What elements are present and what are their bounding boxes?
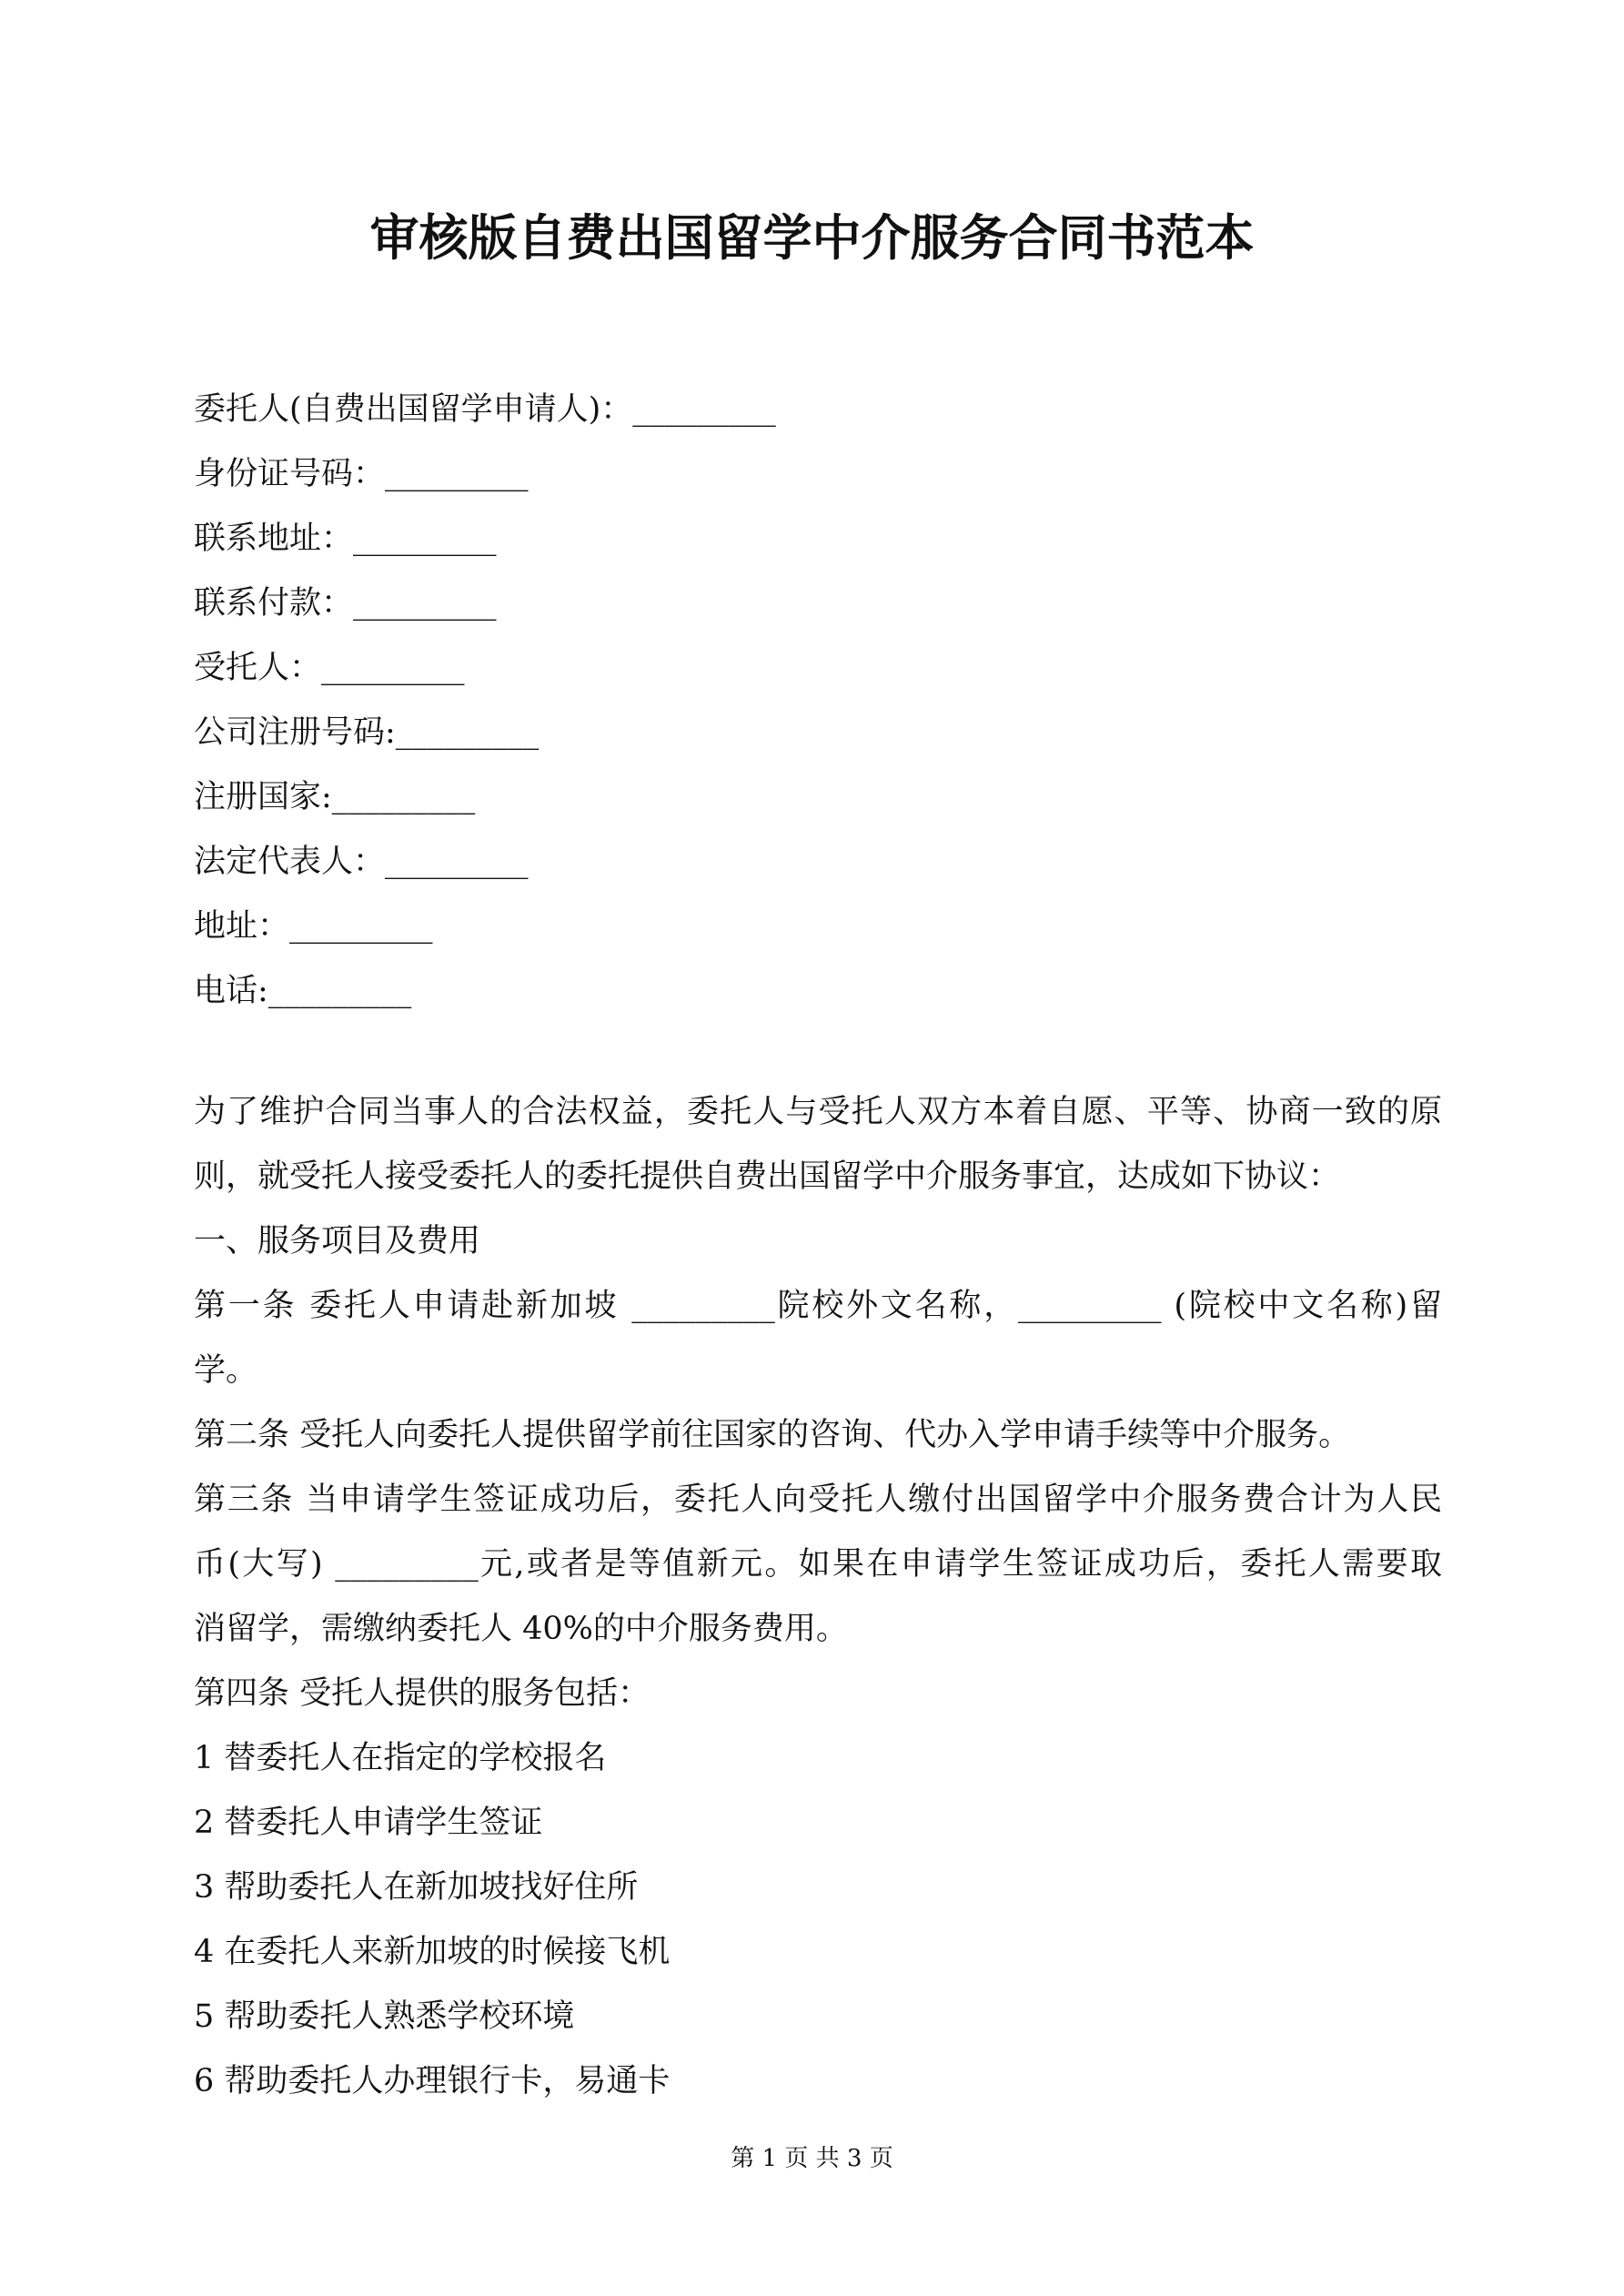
- list-item: 2 替委托人申请学生签证: [194, 1805, 543, 1841]
- article-line: 币(大写) _________元,或者是等值新元。如果在申请学生签证成功后，委托人需要取: [194, 1546, 1442, 1583]
- field-company-reg-number: 公司注册号码:_________: [194, 714, 540, 751]
- article-line: 第一条 委托人申请赴新加坡 _________院校外文名称，_________ (院校中文名称)留: [194, 1288, 1442, 1324]
- field-reg-country: 注册国家:_________: [194, 779, 476, 815]
- paragraph-line: 为了维护合同当事人的合法权益，委托人与受托人双方本着自愿、平等、协商一致的原: [194, 1094, 1442, 1130]
- list-item: 1 替委托人在指定的学校报名: [194, 1740, 607, 1776]
- document-title: 审核版自费出国留学中介服务合同书范本: [369, 208, 1255, 267]
- paragraph-line: 则，就受托人接受委托人的委托提供自费出国留学中介服务事宜，达成如下协议：: [194, 1158, 1341, 1195]
- list-item: 6 帮助委托人办理银行卡，易通卡: [194, 2063, 671, 2099]
- field-address: 地址：_________: [194, 908, 433, 945]
- field-legal-representative: 法定代表人：_________: [194, 844, 529, 880]
- article-line: 消留学，需缴纳委托人 40%的中介服务费用。: [194, 1611, 848, 1647]
- section-heading: 一、服务项目及费用: [194, 1223, 481, 1259]
- article-line: 第三条 当申请学生签证成功后，委托人向受托人缴付出国留学中介服务费合计为人民: [194, 1482, 1442, 1518]
- field-trustee: 受托人：_________: [194, 650, 465, 686]
- list-item: 3 帮助委托人在新加坡找好住所: [194, 1869, 639, 1906]
- list-item: 5 帮助委托人熟悉学校环境: [194, 1998, 575, 2035]
- list-item: 4 在委托人来新加坡的时候接飞机: [194, 1934, 671, 1970]
- field-id-number: 身份证号码：_________: [194, 456, 529, 492]
- page-number-footer: 第 1 页 共 3 页: [731, 2145, 893, 2172]
- article-line: 第四条 受托人提供的服务包括：: [194, 1675, 651, 1712]
- field-phone: 电话:_________: [194, 973, 412, 1009]
- article-line: 学。: [194, 1352, 258, 1389]
- field-client: 委托人(自费出国留学申请人)：_________: [194, 391, 776, 428]
- field-contact-payment: 联系付款：_________: [194, 585, 497, 622]
- field-contact-address: 联系地址：_________: [194, 521, 497, 557]
- article-line: 第二条 受托人向委托人提供留学前往国家的咨询、代办入学申请手续等中介服务。: [194, 1417, 1351, 1453]
